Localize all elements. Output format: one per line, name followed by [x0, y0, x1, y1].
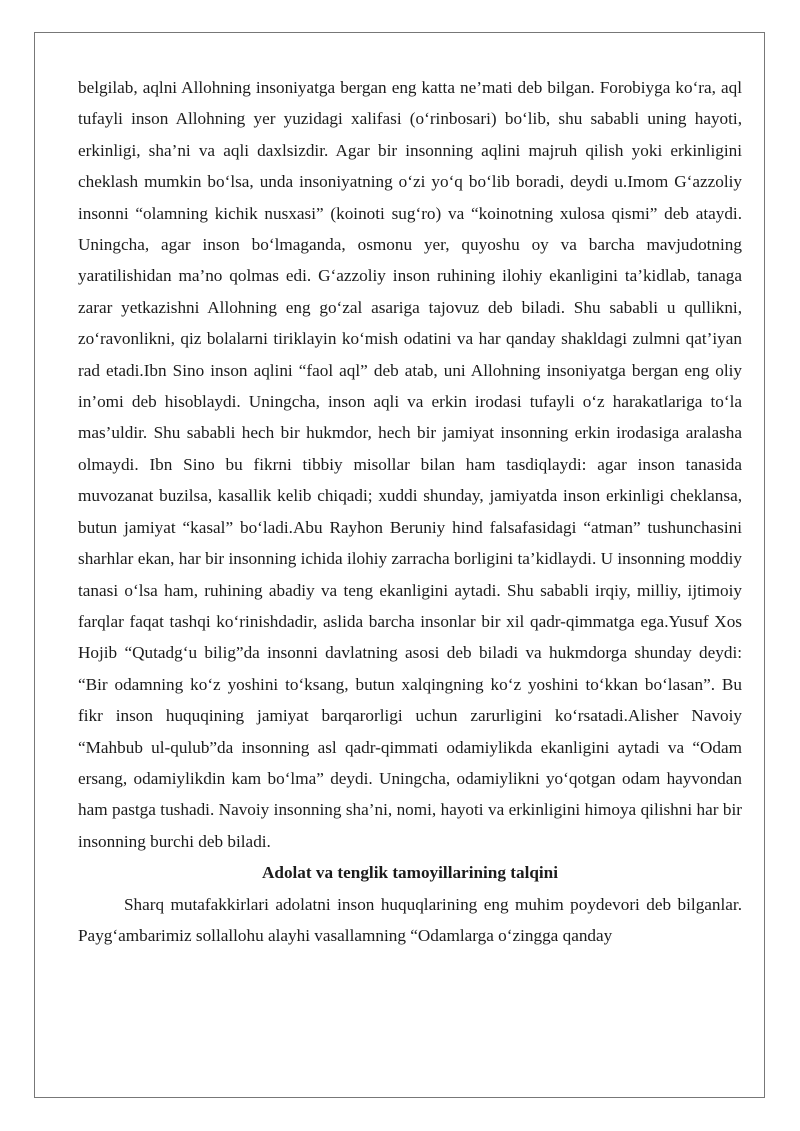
body-paragraph: belgilab, aqlni Allohning insoniyatga bergan eng katta ne’mati deb bilgan. Forobiyga ko‘ra, aql tufayli inson Allohning yer yuzidagi xalifasi (o‘rinbosari) bo‘lib, shu sababli uning hayoti, erkinligi, sha’ni va aqli daxlsizdir. Agar bir insonning aqlini majruh qilish yoki erkinligini cheklash mumkin bo‘lsa, unda insoniyatning o‘zi yo‘q bo‘lib boradi, deydi u.Imom G‘azzoliy insonni “olamning kichik nusxasi” (koinoti sug‘ro) va “koinotning xulosa qismi” deb ataydi. Uningcha, agar inson bo‘lmaganda, osmonu yer, quyoshu oy va barcha mavjudotning yaratilishidan ma’no qolmas edi. G‘azzoliy inson ruhining ilohiy ekanligini ta’kidlab, tanaga zarar yetkazishni Allohning eng go‘zal asariga tajovuz deb biladi. Shu sababli u qullikni, zo‘ravonlikni, qiz bolalarni tiriklayin ko‘mish odatini va har qanday shakldagi zulmni qat’iyan rad etadi.Ibn Sino inson aqlini “faol aql” deb atab, uni Allohning insoniyatga bergan eng oliy in’omi deb hisoblaydi. Uningcha, inson aqli va erkin irodasi tufayli o‘z harakatlariga to‘la mas’uldir. Shu sababli hech bir hukmdor, hech bir jamiyat insonning erkin irodasiga aralasha olmaydi. Ibn Sino bu fikrni tibbiy misollar bilan ham tasdiqlaydi: agar inson tanasida muvozanat buzilsa, kasallik kelib chiqadi; xuddi shunday, jamiyatda inson erkinligi cheklansa, butun jamiyat “kasal” bo‘ladi.Abu Rayhon Beruniy hind falsafasidagi “atman” tushunchasini sharhlar ekan, har bir insonning ichida ilohiy zarracha borligini ta’kidlaydi. U insonning moddiy tanasi o‘lsa ham, ruhining abadiy va teng ekanligini aytadi. Shu sababli irqiy, milliy, ijtimoiy farqlar faqat tashqi ko‘rinishdadir, aslida barcha insonlar bir xil qadr-qimmatga ega.Yusuf Xos Hojib “Qutadg‘u bilig”da insonni davlatning asosi deb biladi va hukmdorga shunday deydi: “Bir odamning ko‘z yoshini to‘ksang, butun xalqingning ko‘z yoshini to‘kkan bo‘lasan”. Bu fikr inson huquqining jamiyat barqarorligi uchun zarurligini ko‘rsatadi.Alisher Navoiy “Mahbub ul-qulub”da insonning asl qadr-qimmati odamiylikda ekanligini aytadi va “Odam ersang, odamiylikdin kam bo‘lma” deydi. Uningcha, odamiylikni yo‘qotgan odam hayvondan ham pastga tushadi. Navoiy insonning sha’ni, nomi, hayoti va erkinligini himoya qilishni har bir insonning burchi deb biladi. [78, 78, 742, 851]
document-body [78, 72, 742, 951]
body-paragraph: Sharq mutafakkirlari adolatni inson huquqlarining eng muhim poydevori deb bilganlar. Payg‘ambarimiz sollallohu alayhi vasallamning “Odamlarga o‘zingga qanday [78, 894, 742, 945]
section-heading: Adolat va tenglik tamoyillarining talqini [261, 863, 559, 883]
